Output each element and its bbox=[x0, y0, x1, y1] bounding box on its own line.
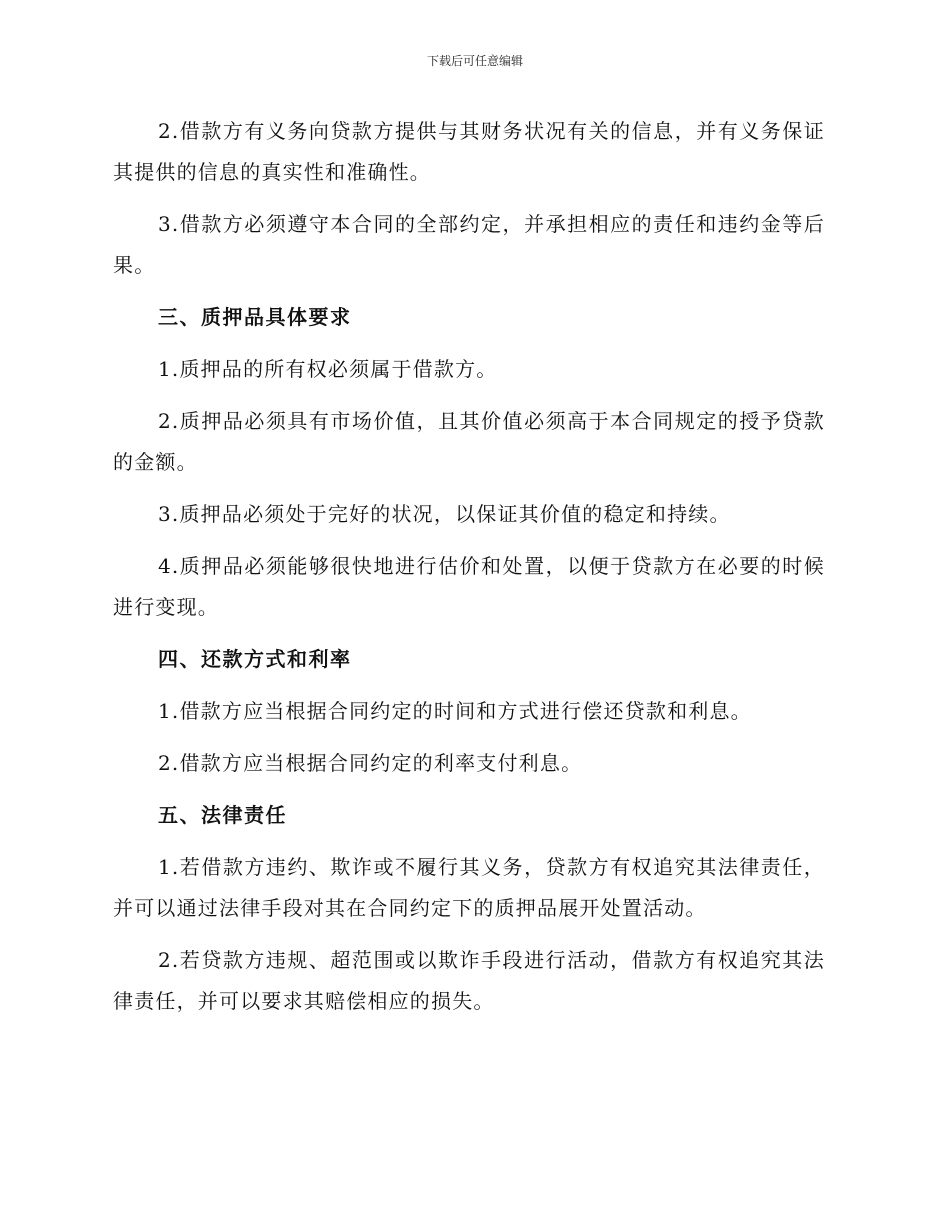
paragraph-interest-payment: 2.借款方应当根据合同约定的利率支付利息。 bbox=[158, 751, 583, 775]
section-heading-collateral: 三、质押品具体要求 bbox=[158, 305, 352, 329]
section-heading-repayment: 四、还款方式和利率 bbox=[158, 647, 352, 671]
paragraph-obligation-information: 2.借款方有义务向贷款方提供与其财务状况有关的信息，并有义务保证其提供的信息的真实性和准确性。 bbox=[113, 119, 825, 184]
paragraph-collateral-condition: 3.质押品必须处于完好的状况，以保证其价值的稳定和持续。 bbox=[158, 502, 731, 526]
paragraph-collateral-value: 2.质押品必须具有市场价值，且其价值必须高于本合同规定的授予贷款的金额。 bbox=[113, 409, 825, 474]
paragraph-lender-liability: 2.若贷款方违规、超范围或以欺诈手段进行活动，借款方有权追究其法律责任，并可以要求其赔偿相应的损失。 bbox=[113, 948, 825, 1013]
document-body bbox=[113, 111, 825, 1022]
paragraph-collateral-ownership: 1.质押品的所有权必须属于借款方。 bbox=[158, 357, 498, 381]
paragraph-borrower-liability: 1.若借款方违约、欺诈或不履行其义务，贷款方有权追究其法律责任，并可以通过法律手段对其在合同约定下的质押品展开处置活动。 bbox=[113, 855, 825, 920]
paragraph-collateral-liquidity: 4.质押品必须能够很快地进行估价和处置，以便于贷款方在必要的时候进行变现。 bbox=[113, 554, 825, 619]
page-header: 下载后可任意编辑 bbox=[426, 54, 523, 68]
paragraph-repayment-method: 1.借款方应当根据合同约定的时间和方式进行偿还贷款和利息。 bbox=[158, 699, 752, 723]
paragraph-obligation-compliance: 3.借款方必须遵守本合同的全部约定，并承担相应的责任和违约金等后果。 bbox=[113, 212, 825, 277]
section-heading-legal-liability: 五、法律责任 bbox=[158, 803, 287, 827]
